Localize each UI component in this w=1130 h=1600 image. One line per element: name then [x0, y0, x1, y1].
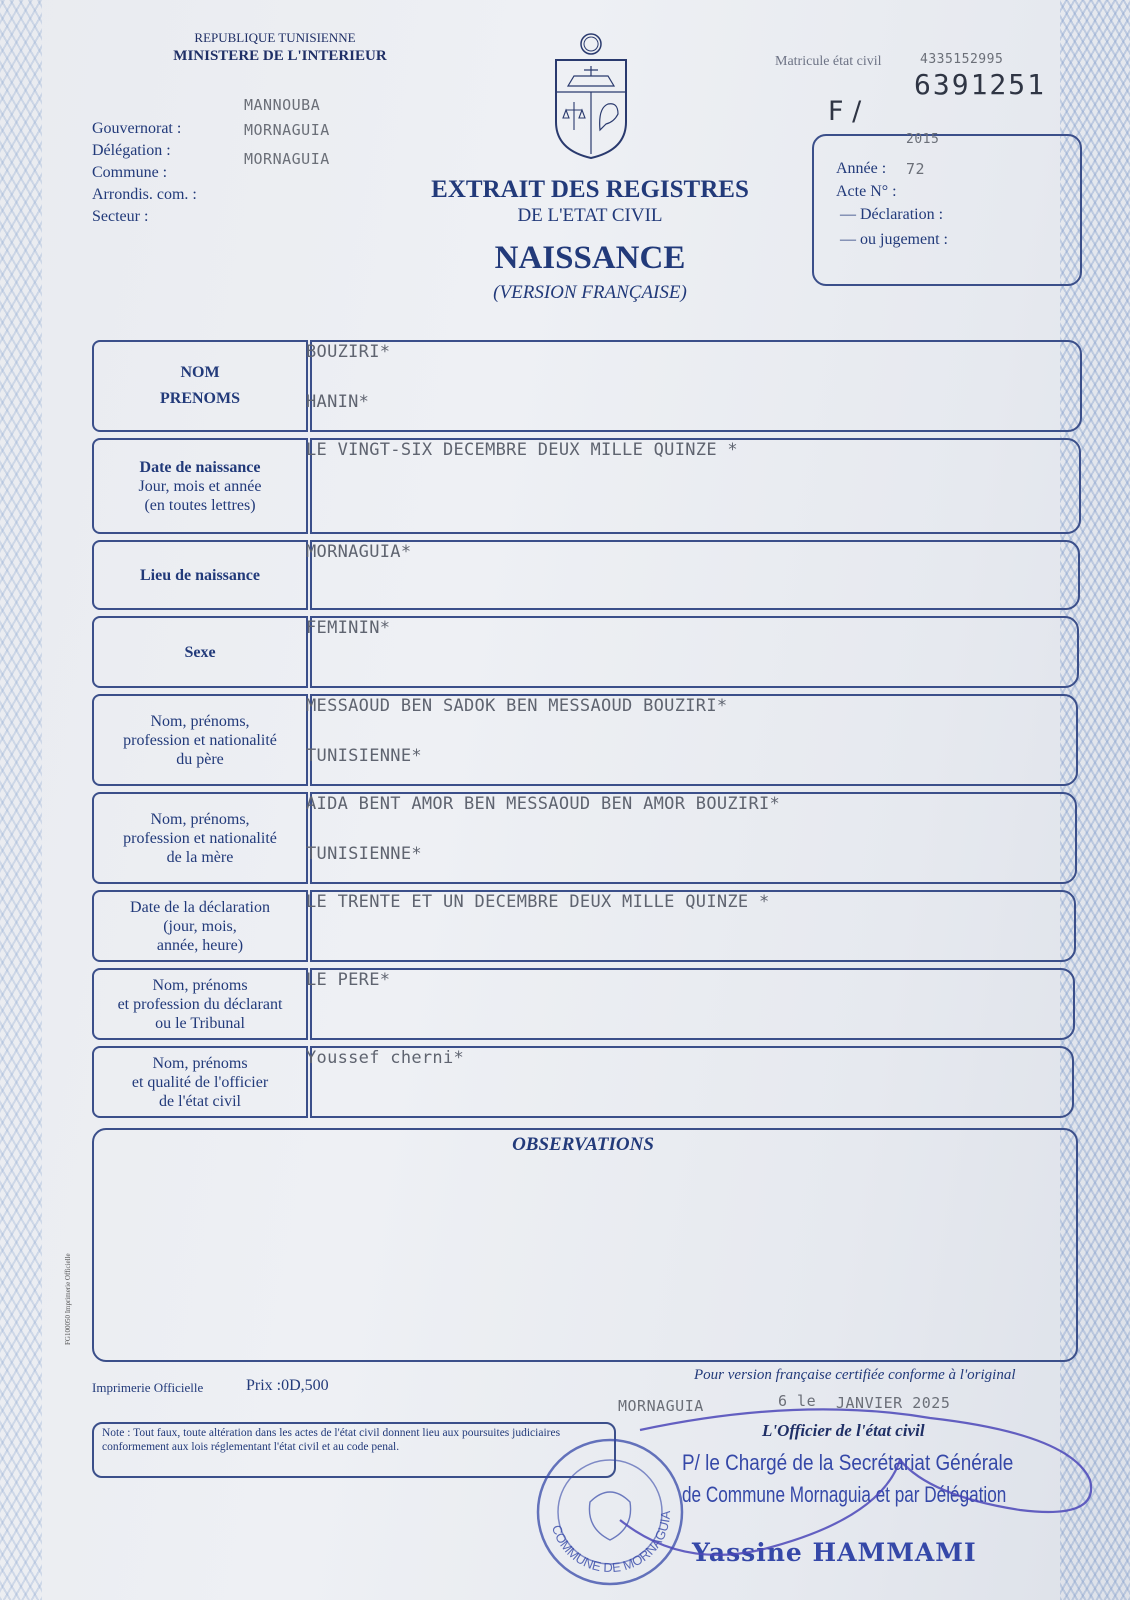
- annee-label: Année :: [836, 160, 887, 177]
- row-label: [123, 712, 277, 769]
- row-label: [118, 976, 283, 1033]
- title-extrait: EXTRAIT DES REGISTRES: [431, 176, 749, 203]
- row-label-box: [92, 890, 308, 962]
- year-value: 2015: [906, 132, 940, 147]
- serial-number: 6391251: [914, 68, 1047, 101]
- handwritten-signature: [600, 1400, 1100, 1600]
- row-value: BOUZIRI*: [306, 342, 391, 362]
- row-value: MESSAOUD BEN SADOK BEN MESSAOUD BOUZIRI*: [306, 696, 728, 716]
- row-label-line: Date de naissance: [139, 458, 261, 476]
- row-label-line: du père: [176, 750, 224, 768]
- row-label-box: [92, 340, 308, 432]
- row-label: [184, 643, 215, 662]
- row-value-box: [310, 540, 1080, 610]
- row-value: LE VINGT-SIX DECEMBRE DEUX MILLE QUINZE *: [306, 440, 738, 460]
- row-value: TUNISIENNE*: [306, 746, 422, 766]
- folio-prefix: F /: [828, 96, 862, 127]
- ministry-label: MINISTERE DE L'INTERIEUR: [173, 48, 387, 64]
- row-label-line: Sexe: [184, 643, 216, 661]
- gouvernorat-value: MANNOUBA: [244, 96, 321, 114]
- row-value: MORNAGUIA*: [306, 542, 412, 562]
- seal-text: COMMUNE DE MORNAGUIA: [548, 1510, 674, 1576]
- row-label-line: Lieu de naissance: [139, 566, 260, 584]
- delegation-value: MORNAGUIA: [244, 121, 330, 139]
- row-value: TUNISIENNE*: [306, 844, 422, 864]
- row-label: [140, 566, 260, 585]
- matricule-value: 4335152995: [920, 52, 1004, 67]
- row-label: [160, 360, 240, 412]
- gouvernorat-label: Gouvernorat :: [92, 120, 182, 137]
- row-value-box: [310, 616, 1079, 688]
- row-label-line: profession et nationalité: [123, 829, 277, 847]
- row-label-box: [92, 792, 308, 884]
- title-version: (VERSION FRANÇAISE): [493, 282, 687, 303]
- stamp-line-1: P/ le Chargé de la Secrétariat Générale: [682, 1450, 1014, 1475]
- secteur-label: Secteur :: [92, 208, 149, 225]
- matricule-label: Matricule état civil: [775, 54, 882, 69]
- date-value: JANVIER 2025: [836, 1394, 951, 1412]
- delegation-label: Délégation :: [92, 142, 171, 159]
- row-label-line: Nom, prénoms,: [150, 712, 250, 730]
- row-label-box: [92, 616, 308, 688]
- declaration-label: — Déclaration :: [840, 206, 944, 223]
- legal-note-text: Note : Tout faux, toute altération dans les actes de l'état civil donnent lieu aux poursuites judiciaires conformement aux lois réglementant l'état civil et au code penal.: [102, 1427, 561, 1453]
- row-label-line: de l'état civil: [159, 1092, 241, 1110]
- row-label-line: Nom, prénoms: [152, 1054, 248, 1072]
- row-label-line: profession et nationalité: [123, 731, 277, 749]
- row-label-line: PRENOMS: [160, 390, 240, 407]
- commune-value: MORNAGUIA: [244, 150, 330, 168]
- row-value: FEMININ*: [306, 618, 391, 638]
- acte-label: Acte N° :: [836, 183, 897, 200]
- row-label-box: [92, 694, 308, 786]
- price-label: Prix :0D,500: [246, 1377, 329, 1394]
- row-label: [130, 898, 270, 955]
- row-label-line: Nom, prénoms: [152, 976, 248, 994]
- location-labels: [92, 118, 197, 228]
- officer-title: L'Officier de l'état civil: [762, 1421, 925, 1440]
- row-label-line: année, heure): [156, 936, 244, 954]
- side-print-wrapper: [64, 1225, 74, 1345]
- left-security-border: [0, 0, 42, 1600]
- place-value: MORNAGUIA: [618, 1397, 704, 1415]
- commune-label: Commune :: [92, 164, 168, 181]
- date-day: 6 le: [778, 1392, 817, 1410]
- row-label-line: Date de la déclaration: [130, 898, 270, 916]
- row-label-line: et qualité de l'officier: [131, 1073, 269, 1091]
- row-label-line: ou le Tribunal: [155, 1014, 245, 1032]
- row-value: AIDA BENT AMOR BEN MESSAOUD BEN AMOR BOUZIRI*: [306, 794, 781, 814]
- row-label-box: [92, 968, 308, 1040]
- row-label-line: de la mère: [166, 848, 234, 866]
- row-value: Youssef cherni*: [306, 1048, 465, 1068]
- row-value: LE PERE*: [306, 970, 391, 990]
- republic-label: REPUBLIQUE TUNISIENNE: [194, 30, 356, 45]
- row-label-line: NOM: [180, 364, 220, 381]
- stamp-line-2: de Commune Mornaguia et par Délégation: [682, 1482, 1007, 1507]
- row-value-box: [310, 340, 1082, 432]
- row-label: [123, 810, 277, 867]
- row-label-line: Jour, mois et année: [138, 477, 262, 495]
- row-label-line: Nom, prénoms,: [150, 810, 250, 828]
- side-print: FG100050 Imprimerie Officielle: [64, 1253, 72, 1345]
- row-label-box: [92, 540, 308, 610]
- signatory-name: Yassine HAMMAMI: [692, 1538, 977, 1567]
- imprimerie-label: Imprimerie Officielle: [92, 1380, 204, 1395]
- row-value-box: [310, 968, 1075, 1040]
- row-label: [132, 1054, 268, 1111]
- row-label: [139, 458, 262, 515]
- annee-value: 72: [906, 160, 926, 178]
- row-label-box: [92, 1046, 308, 1118]
- row-label-line: (en toutes lettres): [144, 496, 256, 514]
- row-value: LE TRENTE ET UN DECEMBRE DEUX MILLE QUINZE *: [306, 892, 770, 912]
- row-label-box: [92, 438, 308, 534]
- title-naissance: NAISSANCE: [494, 240, 686, 276]
- observations-box: [92, 1128, 1078, 1362]
- row-value: HANIN*: [306, 392, 370, 412]
- row-label-line: (jour, mois,: [163, 917, 237, 935]
- observations-title: OBSERVATIONS: [512, 1134, 654, 1155]
- arrondissement-label: Arrondis. com. :: [92, 186, 197, 203]
- title-etat-civil: DE L'ETAT CIVIL: [517, 205, 663, 226]
- coat-of-arms-icon: [548, 30, 634, 162]
- certified-text: Pour version française certifiée conforme à l'original: [694, 1367, 1016, 1383]
- jugement-label: — ou jugement :: [840, 231, 948, 248]
- row-label-line: et profession du déclarant: [117, 995, 283, 1013]
